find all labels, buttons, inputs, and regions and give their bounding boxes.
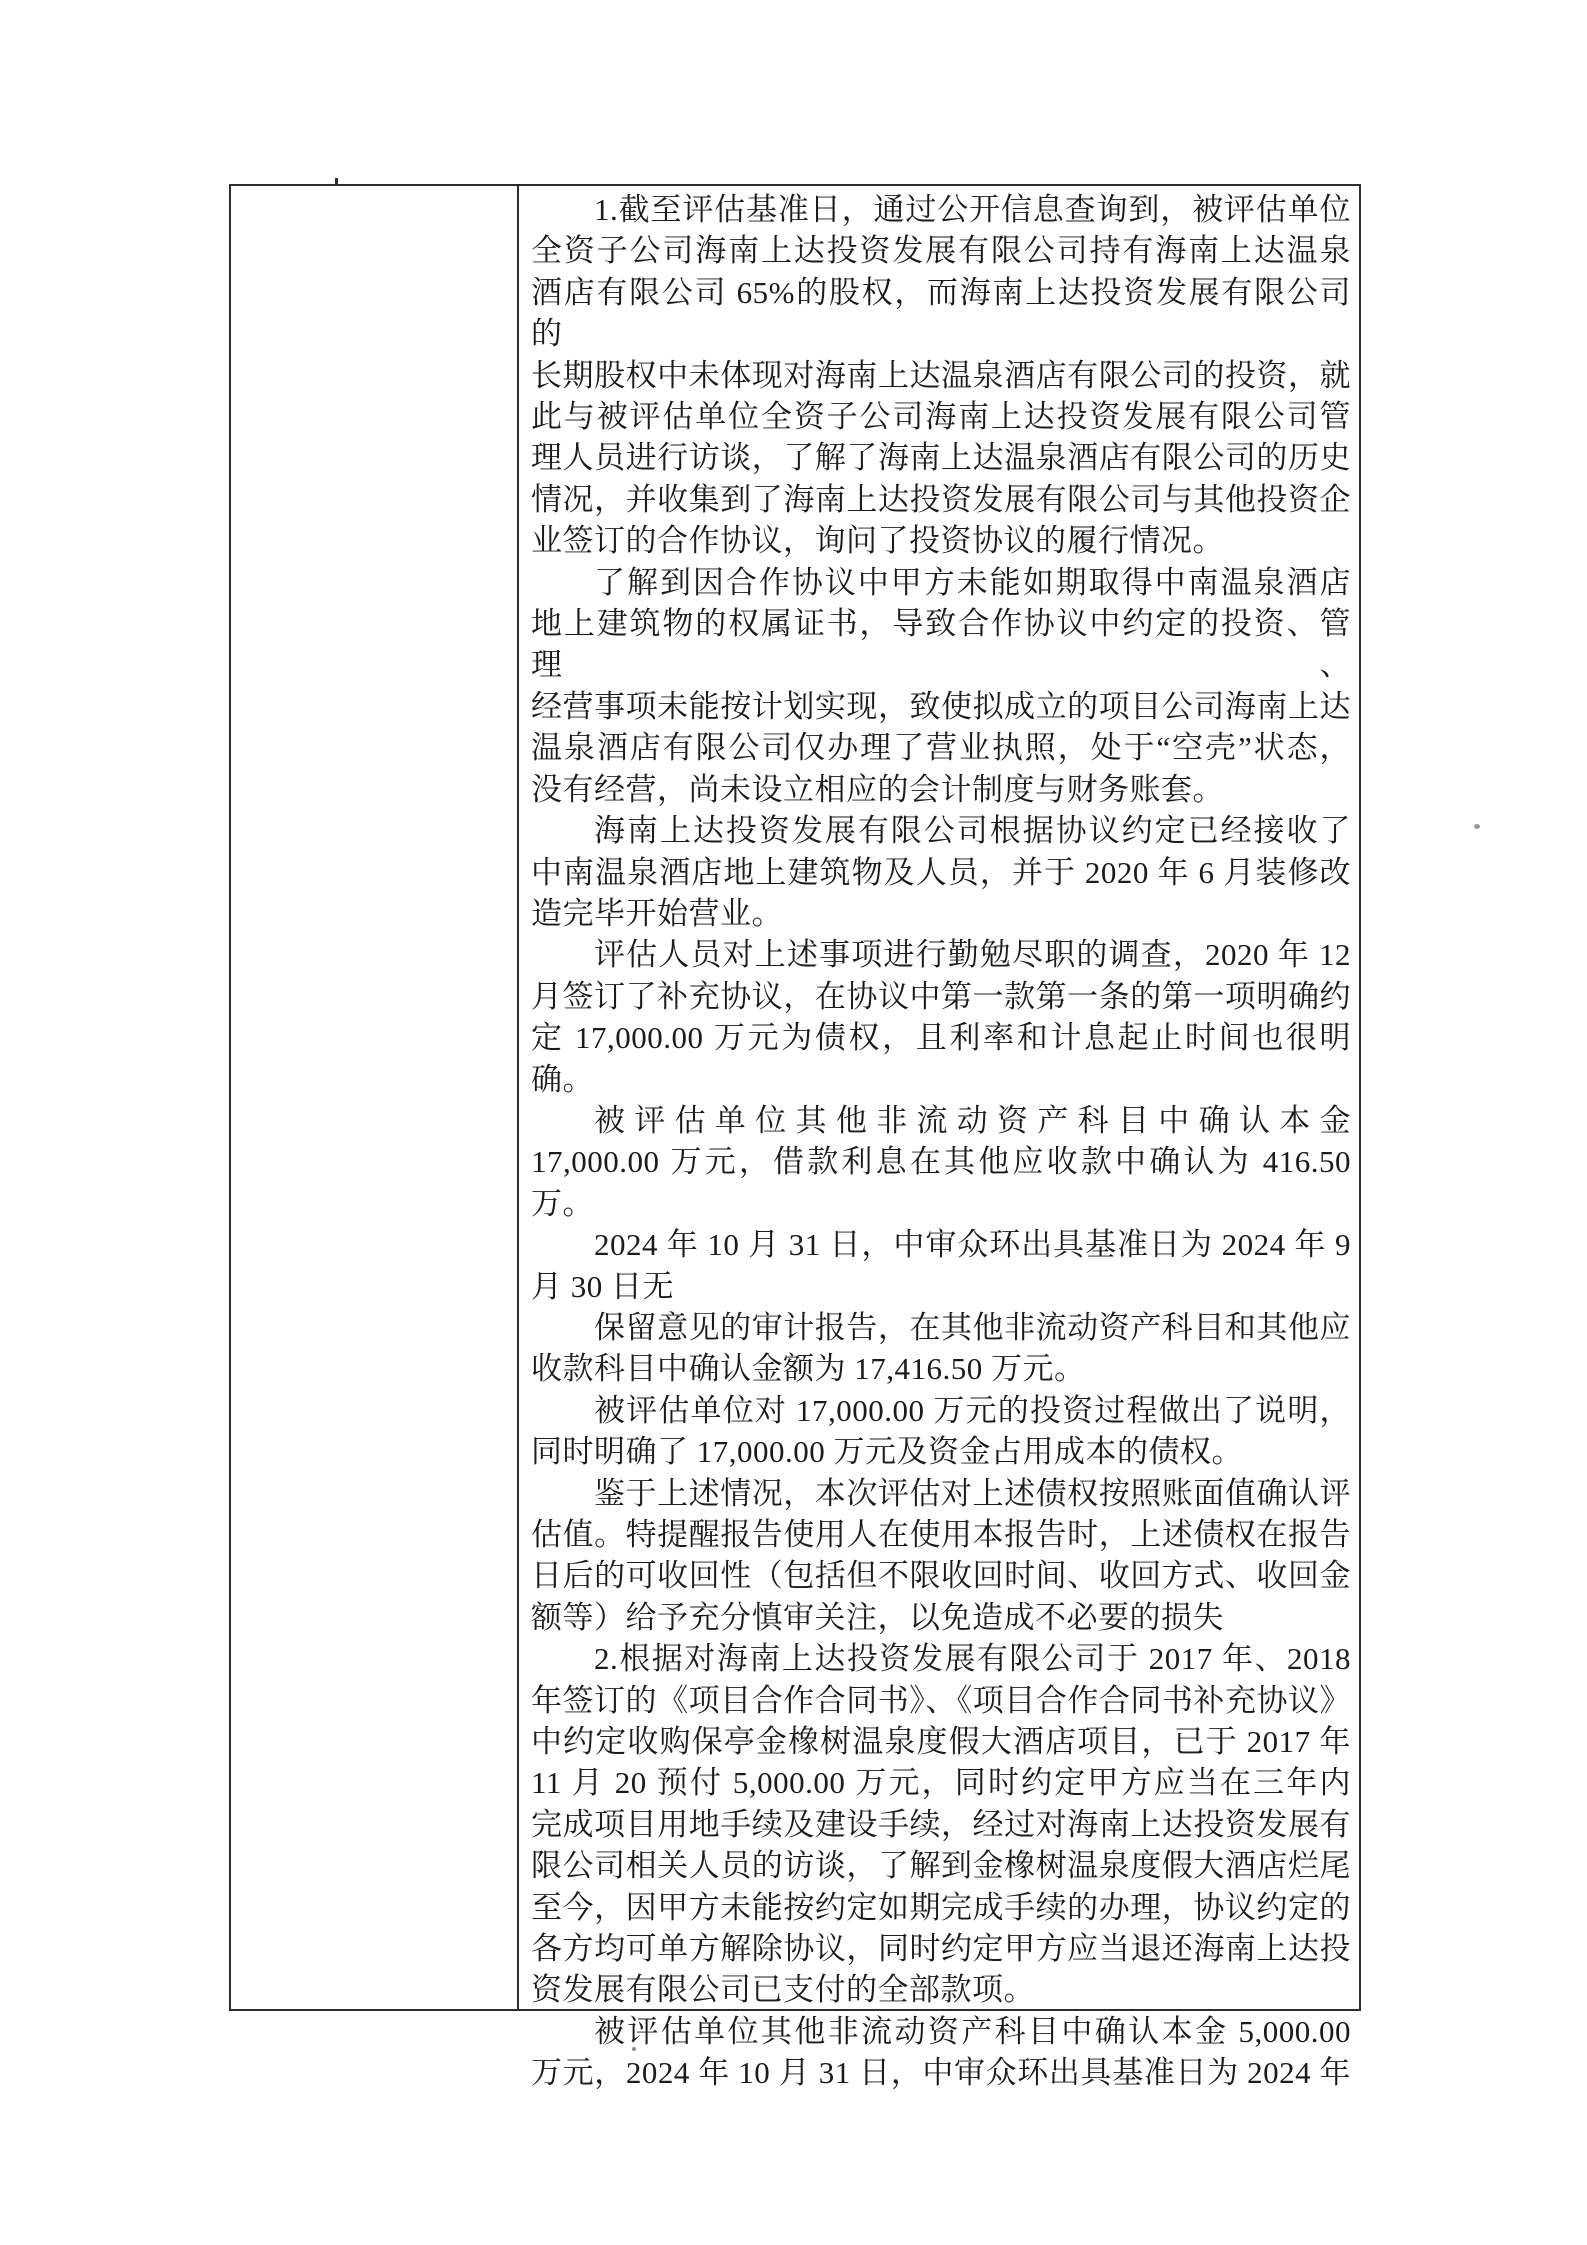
- text-line: 各方均可单方解除协议，同时约定甲方应当退还海南上达投: [531, 1931, 1351, 1967]
- text-line: 定 17,000.00 万元为债权，且利率和计息起止时间也很明: [531, 1020, 1351, 1056]
- text-line: 了解到因合作协议中甲方未能如期取得中南温泉酒店: [594, 564, 1351, 600]
- text-line: 2.根据对海南上达投资发展有限公司于 2017 年、2018: [594, 1641, 1351, 1677]
- text-line: 保留意见的审计报告，在其他非流动资产科目和其他应: [594, 1309, 1351, 1345]
- table-left-cell: [231, 186, 519, 2009]
- text-line: 海南上达投资发展有限公司根据协议约定已经接收了: [594, 813, 1351, 849]
- text-line: 被评估单位其他非流动资产科目中确认本金: [594, 1102, 1351, 1138]
- text-line: 同时明确了 17,000.00 万元及资金占用成本的债权。: [531, 1434, 1243, 1470]
- text-line: 经营事项未能按计划实现，致使拟成立的项目公司海南上达: [531, 688, 1351, 724]
- text-line: 理人员进行访谈，了解了海南上达温泉酒店有限公司的历史: [531, 440, 1351, 476]
- text-line: 中南温泉酒店地上建筑物及人员，并于 2020 年 6 月装修改: [531, 854, 1351, 890]
- text-line: 没有经营，尚未设立相应的会计制度与财务账套。: [531, 771, 1224, 807]
- table-border-tick: [335, 178, 338, 186]
- text-line: 业签订的合作协议，询问了投资协议的履行情况。: [531, 523, 1224, 559]
- text-line: 月 30 日无: [531, 1268, 674, 1304]
- text-line: 额等）给予充分慎审关注，以免造成不必要的损失: [531, 1599, 1224, 1635]
- text-line: 全资子公司海南上达投资发展有限公司持有海南上达温泉: [531, 233, 1351, 269]
- text-line: 完成项目用地手续及建设手续，经过对海南上达投资发展有: [531, 1806, 1351, 1842]
- text-line: 万。: [531, 1185, 594, 1221]
- table-text-cell: [519, 186, 1359, 2091]
- text-line: 估值。特提醒报告使用人在使用本报告时，上述债权在报告: [531, 1517, 1351, 1552]
- text-line: 资发展有限公司已支付的全部款项。: [531, 1972, 1035, 2008]
- text-line: 中约定收购保亭金橡树温泉度假大酒店项目，已于 2017 年: [531, 1724, 1351, 1760]
- text-line: 日后的可收回性（包括但不限收回时间、收回方式、收回金: [531, 1558, 1351, 1594]
- text-line: 收款科目中确认金额为 17,416.50 万元。: [531, 1351, 1086, 1387]
- text-line: 此与被评估单位全资子公司海南上达投资发展有限公司管: [531, 399, 1351, 435]
- text-line: 温泉酒店有限公司仅办理了营业执照，处于“空壳”状态，: [531, 730, 1351, 766]
- text-line: 17,000.00 万元，借款利息在其他应收款中确认为 416.50: [531, 1144, 1351, 1180]
- text-line: 11 月 20 预付 5,000.00 万元，同时约定甲方应当在三年内: [531, 1765, 1351, 1801]
- text-line: 至今，因甲方未能按约定如期完成手续的办理，协议约定的: [531, 1889, 1351, 1925]
- text-line: 酒店有限公司 65%的股权，而海南上达投资发展有限公司的: [531, 274, 1351, 352]
- text-line: 1.截至评估基准日，通过公开信息查询到，被评估单位: [594, 192, 1351, 227]
- text-line: 月签订了补充协议，在协议中第一款第一条的第一项明确约: [531, 978, 1351, 1014]
- text-line: 评估人员对上述事项进行勤勉尽职的调查，2020 年 12: [594, 937, 1351, 973]
- text-line: 鉴于上述情况，本次评估对上述债权按照账面值确认评: [594, 1475, 1351, 1511]
- assessment-report-table: [229, 184, 1361, 2091]
- scan-speck: [1474, 824, 1480, 829]
- text-line: 地上建筑物的权属证书，导致合作协议中约定的投资、管理、: [531, 606, 1351, 683]
- text-line: 确。: [531, 1061, 594, 1097]
- text-line: 长期股权中未体现对海南上达温泉酒店有限公司的投资，就: [531, 357, 1351, 393]
- text-line: 造完毕开始营业。: [531, 895, 783, 931]
- text-line: 年签订的《项目合作合同书》、《项目合作合同书补充协议》: [531, 1682, 1351, 1718]
- text-line: 2024 年 10 月 31 日，中审众环出具基准日为 2024 年 9: [594, 1227, 1351, 1263]
- text-line: 被评估单位其他非流动资产科目中确认本金 5,000.00: [594, 2013, 1351, 2049]
- text-line: 万元，2024 年 10 月 31 日，中审众环出具基准日为 2024 年: [531, 2055, 1351, 2091]
- text-line: 被评估单位对 17,000.00 万元的投资过程做出了说明，: [594, 1392, 1351, 1428]
- text-line: 情况，并收集到了海南上达投资发展有限公司与其他投资企: [531, 481, 1351, 517]
- text-line: 限公司相关人员的访谈，了解到金橡树温泉度假大酒店烂尾: [531, 1848, 1351, 1884]
